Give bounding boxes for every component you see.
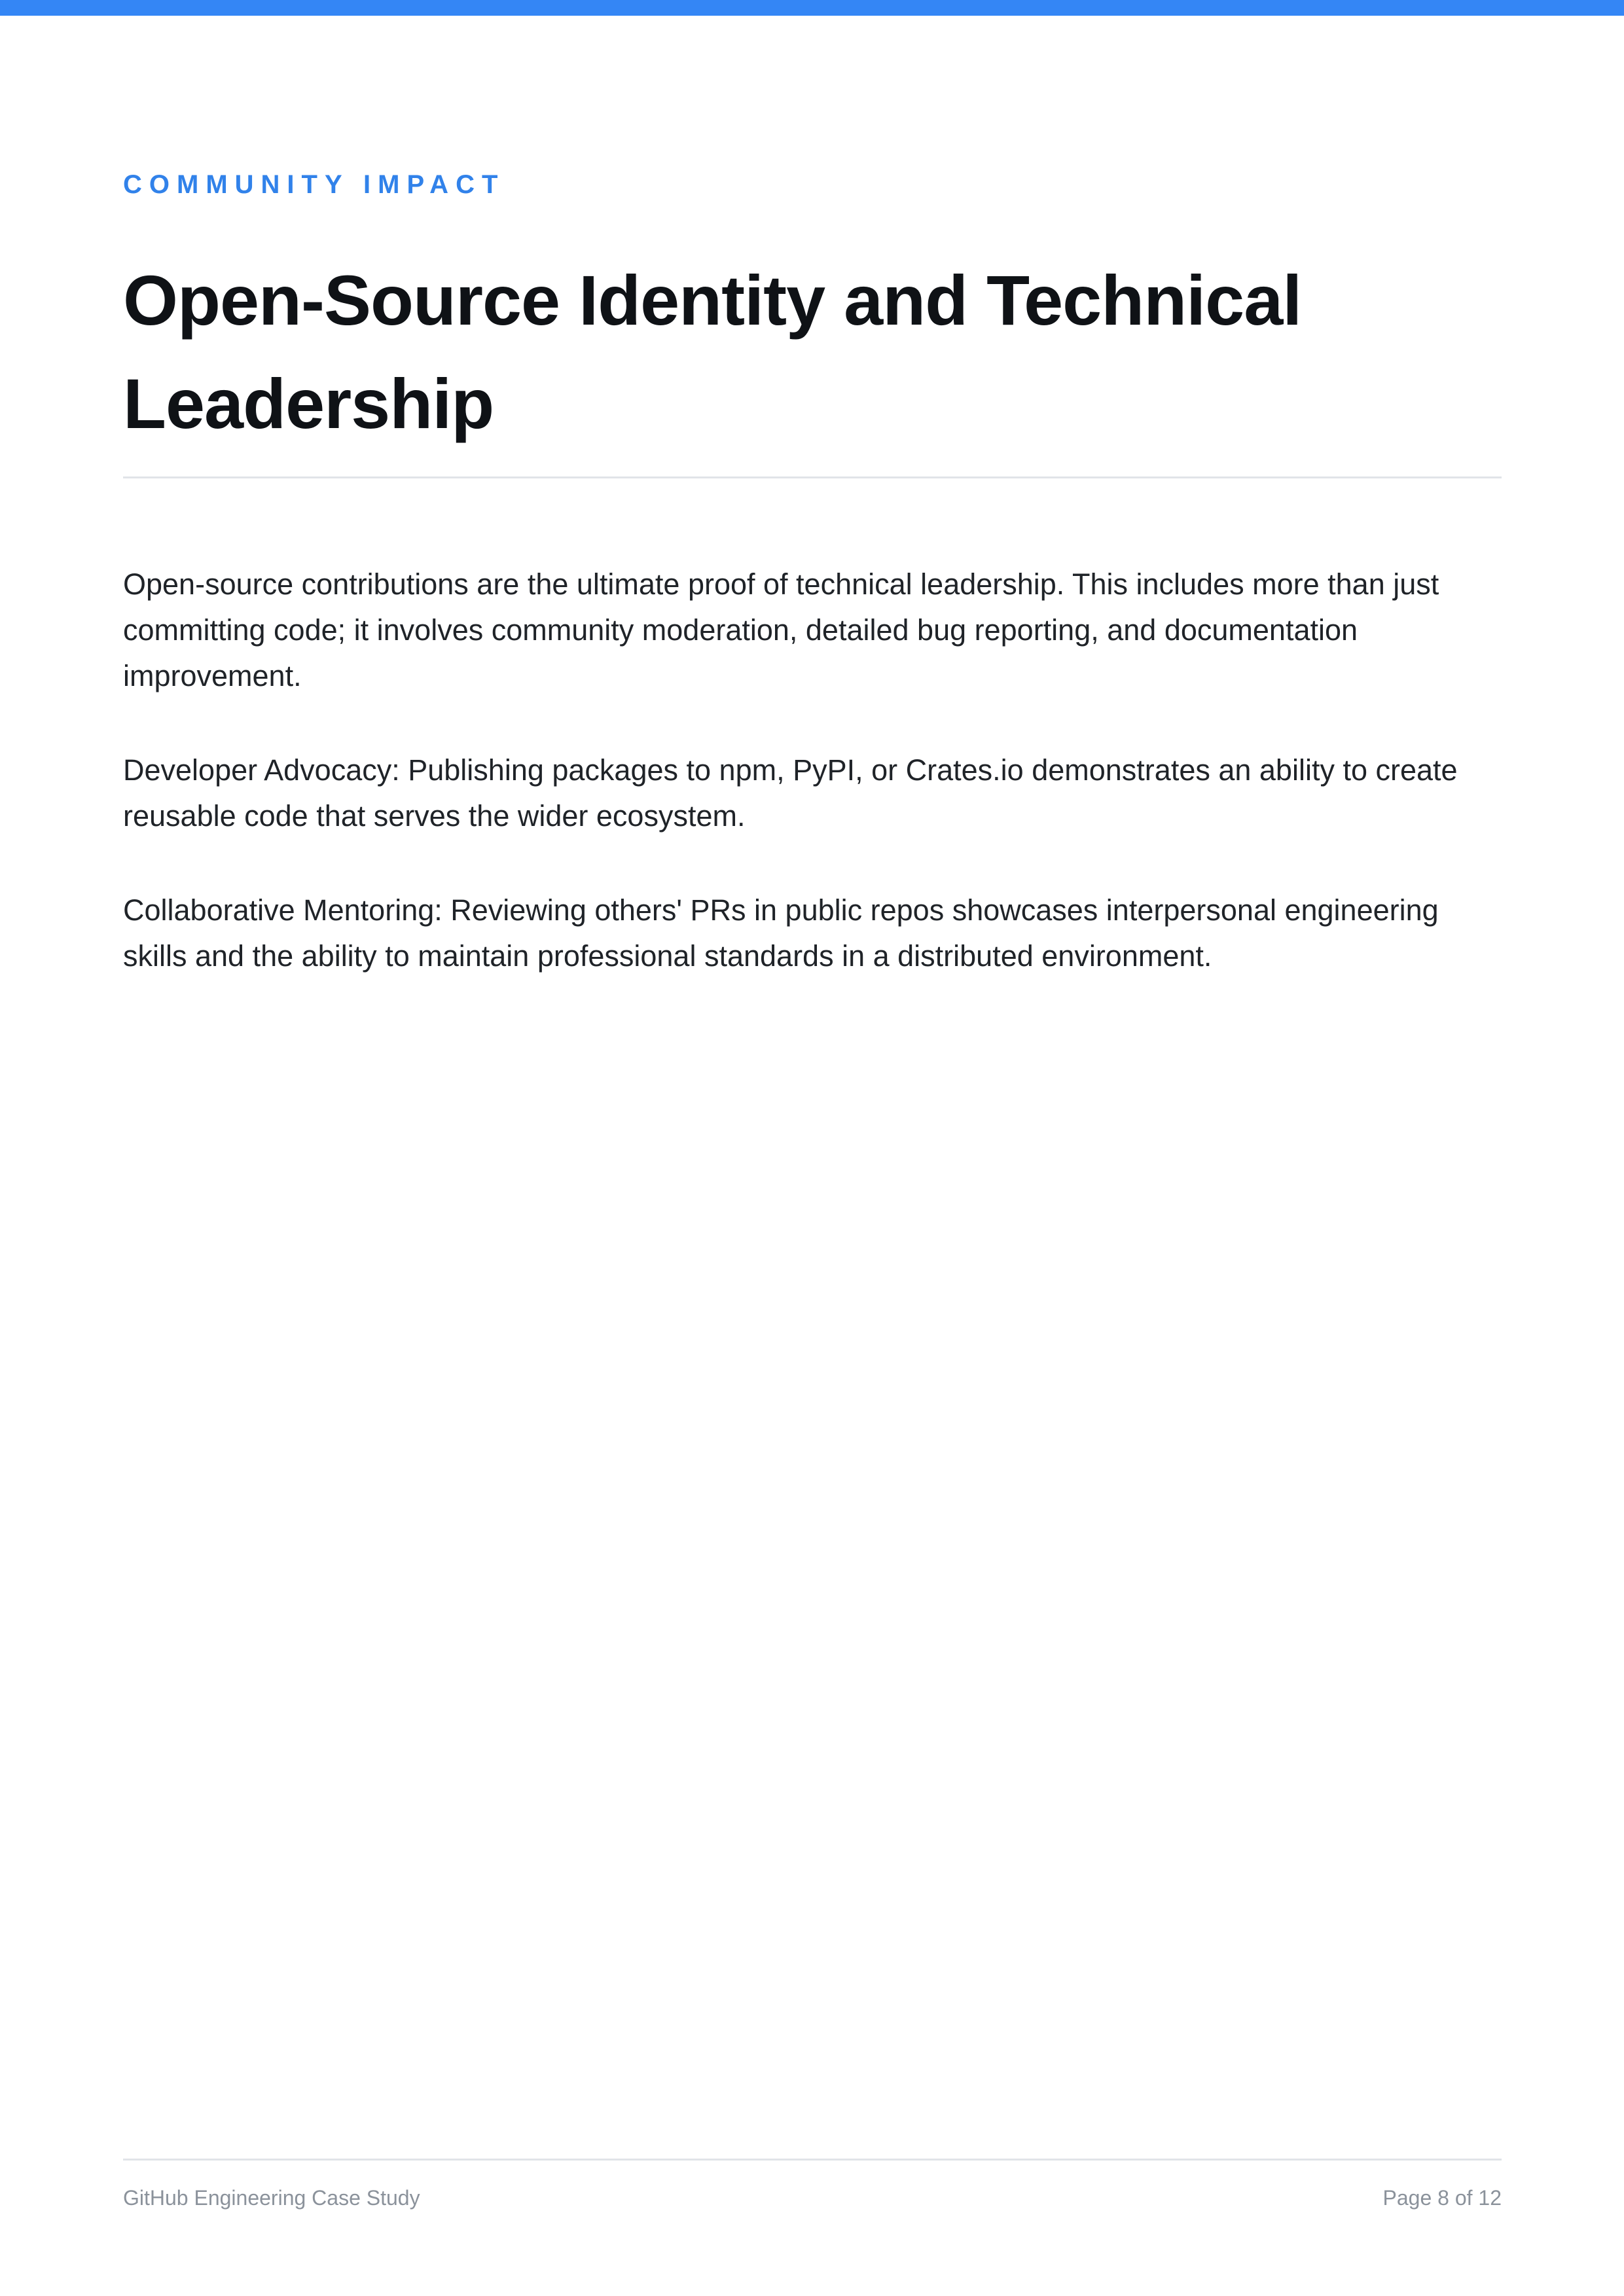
- footer-page-number: Page 8 of 12: [1382, 2186, 1502, 2210]
- paragraph-collaborative-mentoring: Collaborative Mentoring: Reviewing others' PRs in public repos showcases interpersonal engineering skills and the ability to maintain professional standards in a distributed environment.: [123, 893, 1439, 973]
- page-title: Open-Source Identity and Technical Leadership: [123, 260, 1302, 443]
- footer-divider: [123, 2159, 1502, 2161]
- footer-document-name: GitHub Engineering Case Study: [123, 2186, 420, 2210]
- paragraph-developer-advocacy: Developer Advocacy: Publishing packages to npm, PyPI, or Crates.io demonstrates an ability to create reusable code that serves the wider ecosystem.: [123, 753, 1458, 833]
- document-page: [123, 0, 1502, 2296]
- title-divider: [123, 476, 1502, 478]
- section-eyebrow: COMMUNITY IMPACT: [123, 170, 505, 199]
- body-content: [123, 562, 1502, 1028]
- paragraph-intro: Open-source contributions are the ultimate proof of technical leadership. This includes more than just committing code; it involves community moderation, detailed bug reporting, and documentation improvement.: [123, 567, 1439, 692]
